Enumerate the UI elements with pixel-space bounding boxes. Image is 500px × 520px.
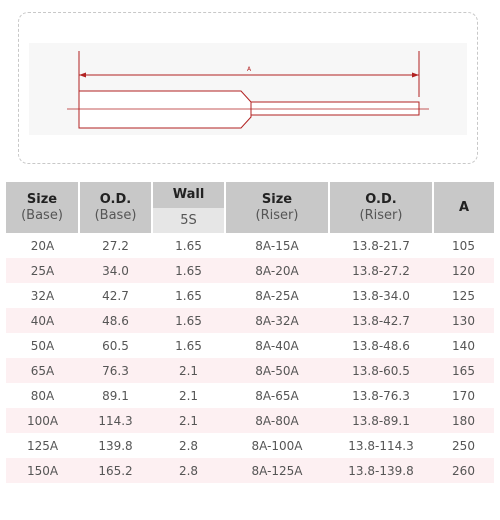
cell-wall: 1.65: [152, 308, 225, 333]
base-pipe-outline: [79, 91, 251, 128]
cell-size-base: 50A: [6, 333, 79, 358]
header-a: A: [433, 182, 494, 233]
cell-wall: 1.65: [152, 233, 225, 258]
cell-size-riser: 8A-32A: [225, 308, 329, 333]
cell-od-riser: 13.8-48.6: [329, 333, 433, 358]
table-row: [6, 408, 494, 433]
cell-wall: 2.1: [152, 408, 225, 433]
cell-od-base: 42.7: [79, 283, 152, 308]
header-wall: Wall 5S: [152, 182, 225, 233]
cell-wall: 1.65: [152, 258, 225, 283]
cell-wall: 1.65: [152, 283, 225, 308]
cell-wall: 2.8: [152, 458, 225, 483]
cell-od-base: 60.5: [79, 333, 152, 358]
spec-table: [6, 182, 494, 483]
table-row: [6, 258, 494, 283]
cell-od-base: 139.8: [79, 433, 152, 458]
cell-od-base: 114.3: [79, 408, 152, 433]
cell-od-base: 165.2: [79, 458, 152, 483]
cell-size-base: 80A: [6, 383, 79, 408]
cell-od-base: 89.1: [79, 383, 152, 408]
cell-size-riser: 8A-65A: [225, 383, 329, 408]
cell-size-base: 150A: [6, 458, 79, 483]
cell-od-riser: 13.8-114.3: [329, 433, 433, 458]
table-row: [6, 458, 494, 483]
cell-a: 170: [433, 383, 494, 408]
pipe-drawing: [19, 13, 477, 163]
header-od-base: O.D. (Base): [79, 182, 152, 233]
cell-size-riser: 8A-20A: [225, 258, 329, 283]
cell-od-riser: 13.8-42.7: [329, 308, 433, 333]
cell-size-riser: 8A-80A: [225, 408, 329, 433]
cell-a: 250: [433, 433, 494, 458]
cell-a: 260: [433, 458, 494, 483]
cell-od-base: 48.6: [79, 308, 152, 333]
cell-size-base: 125A: [6, 433, 79, 458]
cell-od-base: 34.0: [79, 258, 152, 283]
cell-a: 130: [433, 308, 494, 333]
table-row: [6, 383, 494, 408]
cell-od-riser: 13.8-139.8: [329, 458, 433, 483]
table-row: [6, 233, 494, 258]
header-od-riser: O.D. (Riser): [329, 182, 433, 233]
table-row: [6, 333, 494, 358]
cell-size-riser: 8A-25A: [225, 283, 329, 308]
dimension-label: A: [246, 66, 252, 73]
cell-od-riser: 13.8-34.0: [329, 283, 433, 308]
cell-size-base: 100A: [6, 408, 79, 433]
cell-size-base: 25A: [6, 258, 79, 283]
cell-wall: 2.1: [152, 383, 225, 408]
cell-size-base: 65A: [6, 358, 79, 383]
cell-wall: 1.65: [152, 333, 225, 358]
cell-od-base: 27.2: [79, 233, 152, 258]
table-header-row: [6, 182, 494, 233]
cell-od-base: 76.3: [79, 358, 152, 383]
cell-od-riser: 13.8-21.7: [329, 233, 433, 258]
table-row: [6, 283, 494, 308]
cell-size-base: 32A: [6, 283, 79, 308]
cell-size-base: 20A: [6, 233, 79, 258]
cell-a: 120: [433, 258, 494, 283]
cell-a: 140: [433, 333, 494, 358]
table-row: [6, 358, 494, 383]
riser-pipe-outline: [251, 102, 419, 115]
cell-size-riser: 8A-125A: [225, 458, 329, 483]
cell-a: 105: [433, 233, 494, 258]
cell-a: 165: [433, 358, 494, 383]
cell-od-riser: 13.8-60.5: [329, 358, 433, 383]
header-size-riser: Size (Riser): [225, 182, 329, 233]
cell-size-riser: 8A-100A: [225, 433, 329, 458]
table-row: [6, 308, 494, 333]
cell-a: 125: [433, 283, 494, 308]
cell-a: 180: [433, 408, 494, 433]
cell-size-riser: 8A-40A: [225, 333, 329, 358]
technical-drawing-frame: [18, 12, 478, 164]
cell-size-riser: 8A-15A: [225, 233, 329, 258]
cell-od-riser: 13.8-89.1: [329, 408, 433, 433]
cell-wall: 2.8: [152, 433, 225, 458]
cell-size-riser: 8A-50A: [225, 358, 329, 383]
cell-od-riser: 13.8-27.2: [329, 258, 433, 283]
cell-wall: 2.1: [152, 358, 225, 383]
table-row: [6, 433, 494, 458]
cell-od-riser: 13.8-76.3: [329, 383, 433, 408]
cell-size-base: 40A: [6, 308, 79, 333]
header-size-base: Size (Base): [6, 182, 79, 233]
